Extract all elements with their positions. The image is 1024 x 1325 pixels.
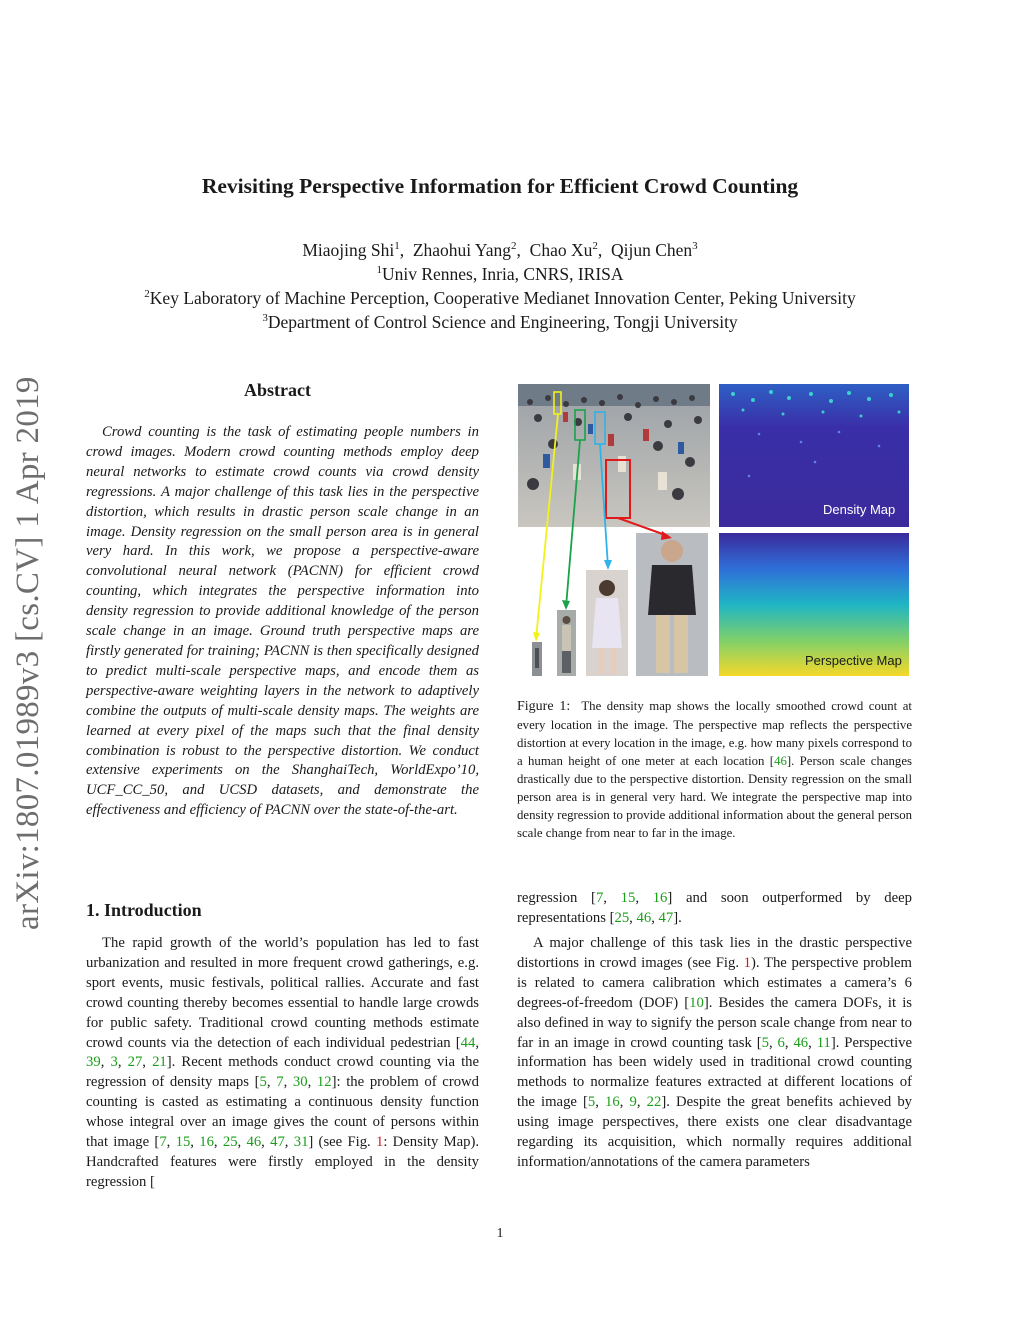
citation-link[interactable]: 7 xyxy=(159,1134,167,1151)
citation-link[interactable]: 7 xyxy=(276,1074,284,1091)
arrowhead-green xyxy=(562,600,570,610)
citation-link[interactable]: 12 xyxy=(316,1074,332,1091)
affiliation-mark: 2 xyxy=(144,288,150,301)
citation-link[interactable]: 21 xyxy=(152,1054,167,1071)
author-list: Miaojing Shi$^1$, Zhaohui Yang$^2$, Chao Xu$^2$, Qijun Chen$^3$ xyxy=(302,240,698,260)
citation-link[interactable]: 5 xyxy=(761,1034,769,1051)
citation-link[interactable]: 44 xyxy=(460,1034,476,1051)
citation-link[interactable]: 31 xyxy=(293,1134,309,1151)
arrow-yellow xyxy=(536,414,558,639)
citation-link[interactable]: 9 xyxy=(629,1094,637,1111)
citation-link[interactable]: 47 xyxy=(658,909,674,926)
arrow-red xyxy=(618,518,668,536)
text-run: ] (see Fig. xyxy=(308,1134,376,1151)
author-name: Chao Xu xyxy=(529,240,593,260)
figure-label: Figure 1: xyxy=(517,699,571,714)
citation-link[interactable]: 39 xyxy=(86,1054,101,1071)
citation-link[interactable]: 6 xyxy=(777,1034,785,1051)
citation-link[interactable]: 16 xyxy=(605,1094,620,1111)
citation-link[interactable]: 5 xyxy=(587,1094,596,1111)
affiliation-text: Key Laboratory of Machine Perception, Cooperative Medianet Innovation Center, Peking University xyxy=(149,288,856,308)
text-run: ] and soon outperformed by deep representations [ xyxy=(517,890,913,926)
author-name: Qijun Chen xyxy=(610,240,693,260)
affiliation-text: Univ Rennes, Inria, CNRS, IRISA xyxy=(381,264,624,284)
density-map-label: Density Map xyxy=(823,502,896,517)
citation-link[interactable]: 25 xyxy=(222,1134,238,1151)
arrowhead-red xyxy=(661,531,672,540)
figure-caption xyxy=(517,697,912,842)
affiliation-mark: 3 xyxy=(262,312,268,325)
author-mark: 1 xyxy=(394,240,400,253)
arrow-blue xyxy=(600,444,608,567)
text-run: ]. Recent methods conduct crowd counting via the regression of density maps [ xyxy=(86,1054,479,1091)
citation-link[interactable]: 46 xyxy=(246,1134,262,1151)
citation-link[interactable]: 46 xyxy=(636,909,652,926)
text-run: The density map shows the locally smoothed crowd count at every location in the image. The perspective map reflects the perspective distortion at every location in the image, e.g. how many pixels correspond to a human height of one meter at each location [ xyxy=(517,699,912,768)
citation-link[interactable]: 25 xyxy=(614,909,630,926)
text-run: ). The perspective problem is related to camera calibration which estimates a camera’s 6 degrees-of-freedom (DOF) [ xyxy=(517,954,912,1011)
figure-reference-link[interactable]: 1 xyxy=(375,1134,384,1151)
citation-link[interactable]: 47 xyxy=(270,1134,285,1151)
figure-arrows xyxy=(518,384,718,644)
author-mark: 2 xyxy=(511,240,517,253)
text-run: ]. Person scale changes drastically due to the perspective distortion. Density regression on the small person area is in general very hard. We integrate the perspective map into density regression to provide additional information about the general person scale change from near to far in the image. xyxy=(517,754,912,840)
citation-link[interactable]: 22 xyxy=(646,1094,662,1111)
arxiv-stamp: arXiv:1807.01989v3 [cs.CV] 1 Apr 2019 xyxy=(10,376,46,930)
person-crop-small xyxy=(532,642,542,676)
intro-paragraph-1: The rapid growth of the world’s population has led to fast urbanization and resulted in more frequent crowd gatherings, e.g. sport events, music festivals, political rallies. Accurate and fast crowd counting thereby becomes essential to handle large crowds for public safety. Traditional crowd counting methods estimate crowd counts via the detection of each individual pedestrian [44, 39, 3, 27, 21]. Recent methods conduct crowd counting via the regression of density maps [5, 7, 30, 12]: the problem of crowd counting is casted as estimating a continuous density function whose integral over an image gives the count of persons within that image [7, 15, 16, 25, 46, 47, 31] (see Fig. 1: Density Map). Handcrafted features were firstly employed in the density regression [ xyxy=(86,935,479,1190)
affiliation-2 xyxy=(0,288,1000,309)
affiliation-text: Department of Control Science and Engineering, Tongji University xyxy=(267,312,738,332)
text-run: ]. Perspective information has been widely used in traditional crowd counting methods to normalize features extracted at different locations of the image [ xyxy=(517,1034,912,1111)
citation-link[interactable]: 3 xyxy=(110,1054,118,1071)
text-run: ]. Despite the great benefits achieved by using image perspectives, there exists one clear disadvantage regarding its acquisition, which normally requires additional information/annotations of the camera parameters xyxy=(517,1094,912,1170)
affiliation-3 xyxy=(0,312,1000,333)
author-name: Zhaohui Yang xyxy=(412,240,512,260)
citation-link[interactable]: 16 xyxy=(652,890,668,906)
citation-link[interactable]: 5 xyxy=(259,1074,267,1091)
text-run: A major challenge of this task lies in the drastic perspective distortions in crowd images (see Fig. xyxy=(517,935,912,971)
perspective-map xyxy=(719,533,909,676)
citation-link[interactable]: 15 xyxy=(175,1134,191,1151)
intro-paragraph-2: A major challenge of this task lies in the drastic perspective distortions in crowd images (see Fig. 1). The perspective problem is related to camera calibration which estimates a camera’s 6 degrees-of-freedom (DOF) [10]. Besides the camera DOFs, it is also defined in way to signify the person scale change from near to far in an image in crowd counting task [5, 6, 46, 11]. Perspective information has been widely used in traditional crowd counting methods to normalize features extracted at different locations of the image [5, 16, 9, 22]. Despite the great benefits achieved by using image perspectives, there exists one clear disadvantage regarding its acquisition, which normally requires additional information/annotations of the camera parameters xyxy=(517,935,912,1170)
page-number: 1 xyxy=(496,1226,504,1241)
person-crop-small-graphic xyxy=(532,642,542,676)
text-run: : Density Map). Handcrafted features were firstly employed in the density regression [ xyxy=(86,1134,479,1190)
affiliation-mark: 1 xyxy=(376,264,382,277)
author-mark: 3 xyxy=(692,240,698,253)
citation-link[interactable]: 7 xyxy=(595,890,604,906)
abstract-heading: Abstract xyxy=(244,380,311,400)
text-run: ]. Besides the camera DOFs, it is also defined in way to signify the person scale change from near to far in an image in crowd counting task [ xyxy=(517,994,912,1051)
citation-link[interactable]: 15 xyxy=(620,890,636,906)
citation-link[interactable]: 10 xyxy=(689,994,704,1011)
arrowhead-blue xyxy=(604,560,612,570)
citation-link[interactable]: 27 xyxy=(127,1054,143,1071)
density-map xyxy=(719,384,909,527)
author-name: Miaojing Shi xyxy=(302,240,395,260)
paper-title: Revisiting Perspective Information for Efficient Crowd Counting xyxy=(201,174,799,198)
arrow-green xyxy=(566,440,580,607)
citation-link[interactable]: 30 xyxy=(292,1074,308,1091)
author-mark: 2 xyxy=(592,240,598,253)
citation-link[interactable]: 11 xyxy=(816,1034,831,1051)
abstract-body: Crowd counting is the task of estimating people numbers in crowd images. Modern crowd counting methods employ deep neural networks to estimate crowd counts via crowd density regressions. A major challenge of this task lies in the perspective distortion, which results in drastic person scale change in an image. Density regression on the small person area is in general very hard. In this work, we propose a perspective-aware convolutional neural network (PACNN) for efficient crowd counting, which integrates the perspective information into density regression to provide additional knowledge of the person scale change in an image. Ground truth perspective maps are firstly generated for training; PACNN is then specifically designed to predict multi-scale perspective maps, and encode them as perspective-aware weighting layers in the network to adaptively combine the outputs of multi-scale density maps. The weights are learned at every pixel of the maps such that the final density combination is robust to the perspective distortion. We conduct extensive experiments on the ShanghaiTech, WorldExpo’10, UCF_CC_50, and UCSD datasets, and demonstrate the effectiveness and efficiency of PACNN over the state-of-the-art. xyxy=(86,424,479,819)
figure-reference-link[interactable]: 1 xyxy=(743,954,752,971)
text-run: ]: the problem of crowd counting is casted as estimating a continuous density function whose integral over an image gives the count of persons within that image [ xyxy=(86,1074,479,1151)
citation-link[interactable]: 16 xyxy=(199,1134,214,1151)
intro-paragraph-1-continued: regression [7, 15, 16] and soon outperformed by deep representations [25, 46, 47]. xyxy=(517,890,913,926)
text-run: The rapid growth of the world’s population has led to fast urbanization and resulted in more frequent crowd gatherings, e.g. sport events, music festivals, political rallies. Accurate and fast crowd counting thereby becomes essential to handle large crowds for public safety. Traditional crowd counting methods estimate crowd counts via the detection of each individual pedestrian [ xyxy=(86,935,479,1051)
affiliation-1 xyxy=(0,264,1000,285)
text-run: ]. xyxy=(673,909,682,926)
perspective-map-label: Perspective Map xyxy=(805,653,902,668)
citation-link[interactable]: 46 xyxy=(774,754,787,768)
section-heading-introduction: 1. Introduction xyxy=(86,900,202,920)
citation-link[interactable]: 46 xyxy=(793,1034,809,1051)
arrowhead-yellow xyxy=(533,632,540,642)
abstract-text xyxy=(86,423,479,821)
